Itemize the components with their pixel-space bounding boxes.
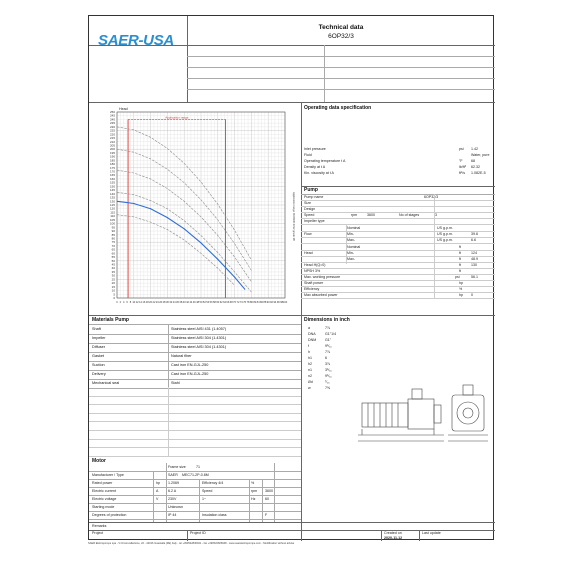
y-tick-label: 65: [111, 247, 115, 252]
x-tick-label: 90: [266, 301, 270, 304]
x-tick-label: 22: [152, 301, 156, 304]
x-tick-label: 50: [199, 301, 203, 304]
motor-manuf-type: MEC71-2P-0.8M: [182, 473, 209, 477]
pump-min-label: Min-: [347, 251, 354, 255]
y-tick-label: 195: [109, 150, 115, 155]
material-value: Natural fiber: [171, 354, 192, 358]
pump-maxabs-label: Max absorbed power: [304, 293, 338, 297]
x-tick-label: 88: [263, 301, 267, 304]
x-tick-label: 36: [176, 301, 179, 304]
pump-name-value: 6OP32/3: [424, 195, 439, 199]
motor-rated-value: 1.2069: [168, 481, 179, 485]
pump-maxabs-unit: hp: [459, 293, 463, 297]
rule: [301, 243, 495, 244]
x-tick-label: 68: [229, 301, 233, 304]
x-tick-label: 26: [159, 301, 163, 304]
pump-head-q0-unit: ft: [459, 263, 461, 267]
rule: [301, 212, 495, 213]
series-point: [244, 288, 245, 289]
material-label: Suction: [92, 363, 105, 367]
motor-frame-label: Frame size: [168, 465, 186, 469]
rule: [301, 298, 495, 299]
x-tick-label: 14: [139, 301, 142, 304]
y-tick-label: 205: [109, 143, 115, 148]
pump-head-unit: ft: [459, 251, 461, 255]
rule: [274, 463, 275, 522]
dimension-value: G1"1/4: [325, 332, 337, 336]
dimension-label: Ød: [308, 380, 313, 384]
series-point: [133, 203, 134, 204]
y-tick-label: 80: [111, 236, 115, 241]
pump-flow-label: Flow: [304, 232, 312, 236]
rule: [89, 487, 301, 488]
x-tick-label: 86: [260, 301, 263, 304]
rule: [153, 471, 154, 522]
rule: [301, 280, 495, 281]
operating-row-label: Kin. viscosity at t A: [304, 171, 334, 175]
x-tick-label: 74: [239, 301, 243, 304]
x-tick-label: 28: [162, 301, 166, 304]
y-tick-label: 180: [109, 162, 115, 167]
dimension-value: 3⅞: [325, 362, 330, 366]
operating-row-value: 62.32: [471, 165, 480, 169]
operating-row-label: Operating temperature t A: [304, 159, 346, 163]
pump-head-q0-label: Head H(Q=0): [304, 263, 326, 267]
operating-row-unit: psi: [459, 147, 464, 151]
x-tick-label: 62: [219, 301, 223, 304]
y-tick-label: 30: [111, 273, 115, 278]
x-tick-label: 10: [132, 301, 136, 304]
x-tick-label: 4: [122, 301, 125, 304]
material-label: Gasket: [92, 354, 105, 358]
motor-insulation-value: F: [265, 513, 268, 517]
x-tick-label: 6: [126, 301, 128, 304]
series-point: [184, 228, 185, 229]
rule: [301, 218, 495, 219]
dimension-label: h1: [308, 356, 312, 360]
y-tick-label: 115: [110, 210, 115, 215]
rule: [89, 413, 301, 414]
project-id-label: Project ID: [190, 531, 206, 535]
motor-starting-label: Starting mode: [92, 505, 115, 509]
x-tick-label: 66: [226, 301, 230, 304]
pump-maxwp-value: 56.1: [471, 275, 478, 279]
x-tick-label: 32: [169, 301, 173, 304]
rule: [301, 256, 495, 257]
x-tick-label: 52: [202, 301, 206, 304]
operating-row-label: Fluid: [304, 153, 312, 157]
dimension-label: DNA: [308, 332, 316, 336]
operating-row-unit: ft²/s: [459, 171, 465, 175]
dimension-value: ⁷⁄₁₆: [325, 380, 330, 384]
x-tick-label: 82: [253, 301, 257, 304]
rule: [301, 224, 495, 225]
footer-address: SAER Elettropompe spa - V.Circonvallazione, 22 - 42016 Guastalla (RE) Italy - tel +390522830941 - fax +390522826948 - www.saerelettropompe.com - Modification without advise: [88, 542, 295, 545]
pump-flow-unit: US g.p.m.: [437, 226, 453, 230]
motor-starting-value: Unknown: [168, 505, 183, 509]
rule: [301, 250, 495, 251]
series-point: [200, 242, 201, 243]
y-tick-label: 95: [111, 225, 115, 230]
rule: [89, 439, 301, 440]
y-tick-label: 220: [109, 132, 115, 137]
x-tick-label: 64: [223, 301, 226, 304]
operating-heading: Operating data specification: [304, 105, 372, 111]
y-tick-label: 125: [109, 203, 115, 207]
rule: [166, 463, 167, 522]
dimension-label: n1: [308, 368, 312, 372]
material-value: Stainless steel AISI 304 (1.4301): [171, 345, 227, 349]
y-tick-label: 75: [111, 240, 115, 245]
motor-current-label: Electric current: [92, 489, 116, 493]
rule: [301, 286, 495, 287]
pump-npsh-label: NPSH 3%: [304, 269, 321, 273]
y-tick-label: 155: [109, 180, 115, 185]
rule: [89, 396, 301, 397]
material-label: Impeller: [92, 336, 106, 340]
pump-head-q0-value: 130: [471, 263, 477, 267]
pump-impeller-label: Impeller type: [304, 219, 325, 223]
x-tick-label: 20: [149, 301, 153, 304]
x-tick-label: 56: [209, 301, 213, 304]
motor-hz-value: 60: [265, 497, 269, 501]
motor-heading: Motor: [92, 458, 106, 464]
pump-head-min: 124: [471, 251, 477, 255]
y-tick-label: 135: [109, 195, 115, 200]
rule: [89, 447, 301, 448]
dimension-value: 6: [325, 356, 327, 360]
operating-row-label: Density at t A: [304, 165, 326, 169]
operating-row-value: 1.42: [471, 147, 478, 151]
pump-head-label: Head: [304, 251, 313, 255]
material-label: Shaft: [92, 327, 101, 331]
x-tick-label: 76: [243, 301, 247, 304]
pump-head-unit: ft: [459, 245, 461, 249]
pump-name-label: Pump name: [304, 195, 324, 199]
rule: [168, 324, 169, 387]
pump-nominal-label: Nominal: [347, 245, 361, 249]
motor-current-unit: A: [156, 489, 159, 493]
y-tick-label: 5: [113, 292, 115, 297]
pump-eff-label: Efficiency: [304, 287, 320, 291]
pump-max-label: Max-: [347, 257, 355, 261]
dimension-label: DNM: [308, 338, 317, 342]
material-value: Cast iron EN-GJL-250: [171, 363, 209, 367]
pump-flow-min: 39.6: [471, 232, 478, 236]
motor-manuf-value: SAER: [168, 473, 178, 477]
material-value: Stainless steel AISI 304 (1.4301): [171, 336, 227, 340]
rule: [89, 495, 301, 496]
pump-flow-unit: US g.p.m.: [437, 232, 453, 236]
pump-design-label: Design: [304, 207, 316, 211]
pump-shaft-label: Shaft power: [304, 281, 324, 285]
pump-head-max: 48.9: [471, 257, 478, 261]
rule: [168, 387, 169, 456]
pump-heading: Pump: [304, 187, 318, 193]
motor-hz-unit: Hz: [251, 497, 256, 501]
project-label: Project: [92, 531, 104, 535]
y-tick-label: 145: [109, 188, 115, 193]
y-tick-label: 165: [109, 173, 115, 178]
last-update-label: Last update: [422, 531, 441, 535]
performance-chart: [89, 102, 301, 315]
motor-speed-label: Speed: [202, 489, 213, 493]
rule: [89, 519, 301, 520]
rule: [301, 206, 495, 207]
pump-npsh-unit: ft: [459, 269, 461, 273]
datasheet: [88, 15, 494, 540]
y-tick-label: 235: [109, 121, 115, 126]
rule: [346, 224, 347, 264]
x-tick-label: 44: [189, 301, 193, 304]
pump-size-label: Size: [304, 201, 311, 205]
y-tick-label: 240: [109, 117, 115, 122]
pump-stages-value: 3: [435, 213, 437, 217]
motor-rated-unit: hp: [156, 481, 160, 485]
dimension-label: w: [308, 386, 311, 390]
y-tick-label: 140: [109, 191, 115, 196]
operating-row-unit: lb/ft³: [459, 165, 466, 169]
doc-title: Technical data: [318, 24, 364, 31]
y-tick-label: 175: [109, 165, 115, 170]
x-tick-label: 18: [145, 301, 149, 304]
y-tick-label: 40: [111, 266, 115, 271]
y-tick-label: 160: [109, 176, 115, 181]
dimension-label: f: [308, 344, 309, 348]
motor-speed-unit: rpm: [251, 489, 258, 493]
head-flow-chart: [89, 102, 301, 315]
model-number: 6OP32/3: [328, 33, 354, 40]
rule: [301, 231, 495, 232]
operating-row-value: Water, pure: [471, 153, 490, 157]
operating-row-value: 68: [471, 159, 475, 163]
dimension-value: 7⅞: [325, 326, 330, 330]
y-tick-label: 210: [109, 139, 115, 144]
motor-eff-unit: %: [251, 481, 255, 485]
x-tick-label: 16: [142, 301, 146, 304]
y-tick-label: 130: [109, 199, 115, 204]
x-tick-label: 8: [129, 301, 132, 304]
y-tick-label: 215: [109, 136, 115, 141]
dimension-label: a: [308, 326, 310, 330]
y-tick-label: 225: [109, 128, 115, 133]
pump-head-unit: ft: [459, 257, 461, 261]
y-tick-label: 90: [111, 229, 115, 234]
rule: [89, 503, 301, 504]
dimension-value: G1": [325, 338, 332, 342]
y-tick-label: 250: [109, 110, 115, 114]
rule: [89, 471, 301, 472]
y-tick-label: 55: [111, 255, 115, 260]
pump-flow-max: 6.6: [471, 238, 476, 242]
y-tick-label: 45: [111, 262, 115, 267]
pump-flow-unit: US g.p.m.: [437, 238, 453, 242]
motor-voltage-label: Electric voltage: [92, 497, 117, 501]
x-tick-label: 100: [282, 301, 288, 304]
x-tick-label: 60: [216, 301, 220, 304]
rule: [434, 194, 435, 299]
created-date: 2020-11-12: [384, 536, 403, 540]
series-point: [234, 277, 235, 278]
chart-side-label: Application range ISO9906:2012 grade 3B: [292, 192, 295, 241]
rule: [301, 268, 495, 269]
series-point: [217, 259, 218, 260]
dimension-value: 9⁵⁄₁₆: [325, 374, 332, 378]
dimension-label: h: [308, 350, 310, 354]
y-tick-label: 245: [109, 113, 115, 118]
y-tick-label: 185: [109, 158, 115, 163]
x-tick-label: 78: [246, 301, 250, 304]
material-value: Stainless steel AISI 431 (1.4057): [171, 327, 227, 331]
motor-phase-value: 1~: [202, 497, 207, 501]
x-tick-label: 80: [249, 301, 253, 304]
x-tick-label: 96: [276, 301, 280, 304]
dimensions-heading: Dimensions in inch: [304, 317, 350, 323]
rule: [89, 379, 301, 380]
app-range-label: Application range: [165, 115, 189, 120]
x-tick-label: 46: [192, 301, 196, 304]
motor-protection-label: Degrees of protection: [92, 513, 127, 517]
rule: [89, 388, 301, 389]
rule: [301, 262, 495, 263]
pump-speed-unit: rpm: [351, 213, 358, 217]
x-tick-label: 34: [172, 301, 176, 304]
y-tick-label: 110: [110, 214, 115, 219]
y-tick-label: 170: [109, 169, 115, 174]
pump-nominal-label: Nominal: [347, 226, 361, 230]
y-tick-label: 120: [109, 206, 115, 211]
motor-eff-label: Efficiency 4/4: [202, 481, 224, 485]
pump-speed-value: 3600: [367, 213, 375, 217]
x-tick-label: 30: [165, 301, 169, 304]
chart-title: Head: [119, 107, 128, 111]
rule: [89, 511, 301, 512]
series-point: [167, 217, 168, 218]
pump-max-label: Max-: [347, 238, 355, 242]
pump-shaft-unit: hp: [459, 281, 463, 285]
rule: [301, 237, 495, 238]
rule: [89, 430, 301, 431]
rule: [301, 200, 495, 201]
y-tick-label: 60: [111, 251, 115, 256]
series-point: [150, 208, 151, 209]
created-label: Created on: [384, 531, 402, 535]
x-tick-label: 94: [273, 301, 277, 304]
operating-row-value: 1.082E-5: [471, 171, 486, 175]
y-tick-label: 190: [109, 154, 115, 159]
material-value: Stahl: [171, 381, 180, 385]
pump-drawing: [354, 381, 494, 461]
y-tick-label: 200: [109, 147, 115, 152]
pump-stages-label: No of stages: [399, 213, 420, 217]
y-tick-label: 150: [109, 184, 115, 189]
remarks-label: Remarks: [92, 524, 107, 528]
operating-row-unit: °F: [459, 159, 463, 163]
rule: [89, 352, 301, 353]
dimension-value: 7⅞: [325, 350, 330, 354]
pump-min-label: Min-: [347, 232, 354, 236]
rule: [262, 479, 263, 522]
motor-rated-label: Rated power: [92, 481, 113, 485]
y-tick-label: 0: [113, 296, 115, 300]
materials-heading: Materials Pump: [92, 317, 129, 323]
y-tick-label: 20: [111, 281, 115, 286]
y-tick-label: 105: [109, 217, 115, 222]
dimension-label: h2: [308, 362, 312, 366]
dimension-value: 7⅝: [325, 386, 330, 390]
y-tick-label: 10: [111, 288, 115, 293]
pump-eff-unit: %: [459, 287, 463, 291]
material-label: Diffuser: [92, 345, 106, 349]
y-tick-label: 50: [111, 258, 115, 263]
motor-frame-value: 71: [196, 465, 200, 469]
rule: [89, 479, 301, 480]
x-tick-label: 92: [270, 301, 274, 304]
motor-voltage-unit: V: [156, 497, 159, 501]
pump-speed-label: Speed: [304, 213, 315, 217]
brand-logo: SAER-USA: [98, 32, 174, 49]
x-tick-label: 98: [280, 301, 284, 304]
pump-maxwp-unit: psi: [455, 275, 460, 279]
x-tick-label: 2: [119, 301, 122, 304]
motor-speed-value: 3600: [265, 489, 273, 493]
x-tick-label: 58: [212, 301, 216, 304]
x-tick-label: 48: [196, 301, 200, 304]
motor-voltage-value: 230V: [168, 497, 177, 501]
x-tick-label: 72: [236, 301, 240, 304]
y-tick-label: 70: [111, 243, 115, 248]
rule: [89, 421, 301, 422]
motor-current-value: 6.2 A: [168, 489, 177, 493]
y-tick-label: 35: [111, 269, 115, 274]
y-tick-label: 15: [111, 284, 115, 289]
pump-maxwp-label: Max. working pressure: [304, 275, 341, 279]
x-tick-label: 12: [135, 301, 139, 304]
x-tick-label: 38: [179, 301, 183, 304]
x-tick-label: 42: [186, 301, 190, 304]
x-tick-label: 40: [182, 301, 186, 304]
x-tick-label: 84: [256, 301, 260, 304]
motor-manuf-label: Manufacturer / Type: [92, 473, 124, 477]
rule: [249, 479, 250, 522]
dimension-value: 3⁵⁄₁₆: [325, 368, 332, 372]
motor-insulation-label: Insulation class: [202, 513, 227, 517]
series-line: [117, 215, 235, 286]
y-tick-label: 100: [109, 221, 115, 226]
operating-row-label: Inlet pressure: [304, 147, 326, 151]
rule: [89, 456, 301, 457]
dimension-value: 9⁵⁄₁₆: [325, 344, 332, 348]
x-tick-label: 54: [206, 301, 210, 304]
pump-maxabs-value: 0: [471, 293, 473, 297]
material-value: Cast iron EN-GJL-250: [171, 372, 209, 376]
dimension-label: n2: [308, 374, 312, 378]
rule: [199, 479, 200, 522]
rule: [89, 404, 301, 405]
material-label: Delivery: [92, 372, 106, 376]
x-tick-label: 70: [233, 301, 237, 304]
y-tick-label: 25: [111, 277, 115, 282]
x-tick-label: 0: [116, 301, 118, 304]
motor-protection-value: IP 44: [168, 513, 177, 517]
x-tick-label: 24: [155, 301, 159, 304]
y-tick-label: 85: [111, 232, 115, 237]
y-tick-label: 230: [109, 124, 115, 129]
material-label: Mechanical seal: [92, 381, 120, 385]
